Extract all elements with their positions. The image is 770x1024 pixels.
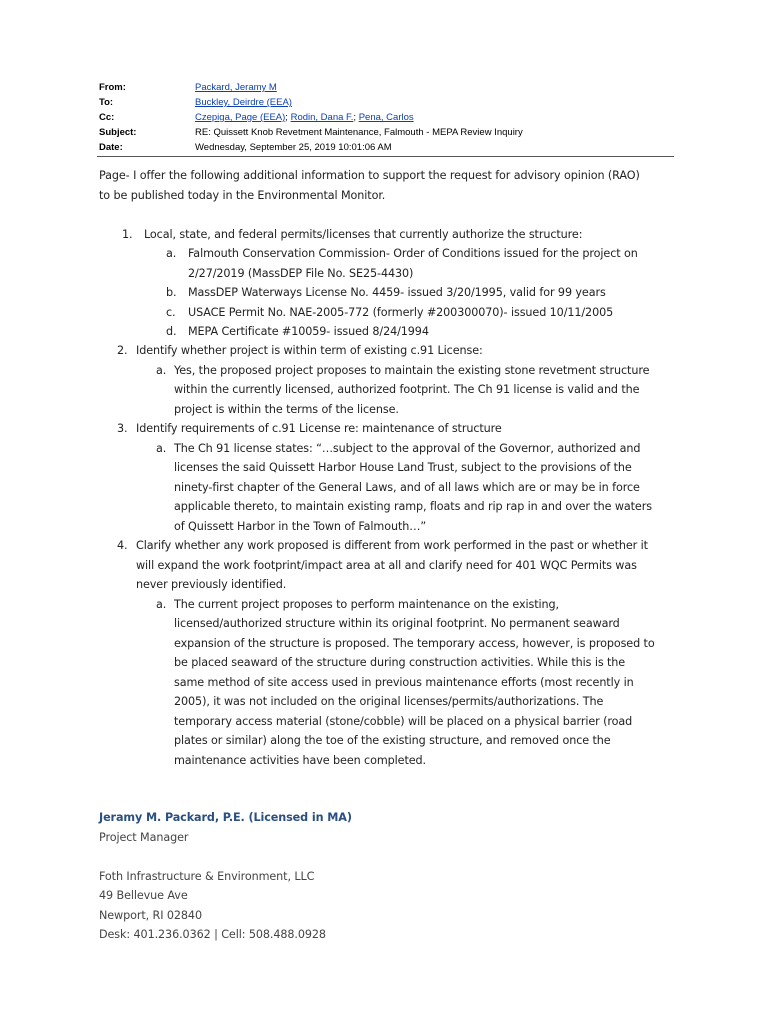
list-number: 3. bbox=[117, 422, 128, 435]
cc-row bbox=[99, 110, 675, 125]
list-item-text: 2/27/2019 (MassDEP File No. SE25-4430) bbox=[188, 266, 414, 280]
list-letter: a. bbox=[156, 363, 167, 377]
list-item-text: applicable thereto, to maintain existing ramp, floats and rip rap in and over the waters bbox=[174, 500, 652, 513]
from-link[interactable]: Packard, Jeramy M bbox=[195, 82, 277, 93]
email-header bbox=[99, 80, 675, 155]
cc-label: Cc: bbox=[99, 112, 115, 123]
list-item-text: will expand the work footprint/impact area at all and clarify need for 401 WQC Permits was bbox=[136, 558, 637, 572]
list-item-text: project is within the terms of the license. bbox=[174, 402, 399, 416]
subject-row bbox=[99, 125, 675, 140]
cc-separator: ; bbox=[285, 112, 291, 123]
cc-link-czepiga[interactable]: Czepiga, Page (EEA) bbox=[195, 112, 286, 123]
header-divider bbox=[97, 156, 674, 157]
intro-line: to be published today in the Environmental Monitor. bbox=[99, 188, 386, 202]
list-letter: a. bbox=[156, 441, 167, 455]
list-item-text: temporary access material (stone/cobble) will be placed on a physical barrier (road bbox=[174, 714, 633, 728]
to-link[interactable]: Buckley, Deirdre (EEA) bbox=[195, 97, 292, 108]
signature-name: Jeramy M. Packard, P.E. (Licensed in MA) bbox=[99, 811, 352, 824]
list-item-text: MassDEP Waterways License No. 4459- issued 3/20/1995, valid for 99 years bbox=[188, 286, 606, 299]
list-item-text: plates or similar) along the toe of the existing structure, and removed once the bbox=[174, 734, 611, 747]
list-item-text: MEPA Certificate #10059- issued 8/24/1994 bbox=[188, 325, 429, 338]
list-item-text: within the currently licensed, authorized footprint. The Ch 91 license is valid and the bbox=[174, 383, 640, 396]
list-number: 4. bbox=[117, 539, 128, 552]
list-letter: d. bbox=[166, 325, 177, 338]
signature-phone: Desk: 401.236.0362 | Cell: 508.488.0928 bbox=[99, 928, 326, 941]
date-value: Wednesday, September 25, 2019 10:01:06 AM bbox=[195, 142, 392, 153]
list-item-text: USACE Permit No. NAE-2005-772 (formerly #200300070)- issued 10/11/2005 bbox=[188, 305, 614, 319]
list-letter: c. bbox=[166, 305, 176, 319]
list-item-text: licenses the said Quissett Harbor House Land Trust, subject to the provisions of the bbox=[174, 461, 632, 474]
list-item-text: same method of site access used in previous maintenance efforts (most recently in bbox=[174, 675, 634, 689]
signature-city: Newport, RI 02840 bbox=[99, 908, 202, 922]
list-item-text: Falmouth Conservation Commission- Order of Conditions issued for the project on bbox=[188, 247, 638, 260]
subject-value: RE: Quissett Knob Revetment Maintenance, Falmouth - MEPA Review Inquiry bbox=[195, 127, 523, 138]
signature-title: Project Manager bbox=[99, 830, 189, 844]
list-item-text: The Ch 91 license states: “…subject to the approval of the Governor, authorized and bbox=[174, 441, 641, 455]
list-letter: b. bbox=[166, 286, 177, 299]
cc-separator: ; bbox=[353, 112, 359, 123]
from-label: From: bbox=[99, 82, 126, 93]
list-item-text: Clarify whether any work proposed is different from work performed in the past or whether it bbox=[136, 539, 648, 552]
signature-street: 49 Bellevue Ave bbox=[99, 889, 188, 902]
subject-label: Subject: bbox=[99, 127, 137, 138]
date-row bbox=[99, 140, 675, 155]
cc-link-rodin[interactable]: Rodin, Dana F. bbox=[290, 112, 354, 123]
list-item-text: Identify whether project is within term of existing c.91 License: bbox=[136, 344, 483, 357]
list-number: 1. bbox=[122, 227, 133, 241]
list-item-text: licensed/authorized structure within its original footprint. No permanent seaward bbox=[174, 617, 620, 630]
cc-link-pena[interactable]: Pena, Carlos bbox=[358, 112, 414, 123]
list-item-text: Identify requirements of c.91 License re: maintenance of structure bbox=[136, 422, 502, 435]
list-letter: a. bbox=[156, 597, 167, 611]
from-row bbox=[99, 80, 675, 95]
list-item-text: Yes, the proposed project proposes to maintain the existing stone revetment structure bbox=[174, 363, 650, 377]
list-item-text: ninety-first chapter of the General Laws, and of all laws which are or may be in force bbox=[174, 480, 640, 494]
list-item-text: be placed seaward of the structure during construction activities. While this is the bbox=[174, 656, 626, 669]
to-label: To: bbox=[99, 97, 114, 108]
date-label: Date: bbox=[99, 142, 123, 153]
list-letter: a. bbox=[166, 247, 177, 260]
list-number: 2. bbox=[117, 344, 128, 357]
to-row bbox=[99, 95, 675, 110]
list-item-text: The current project proposes to perform maintenance on the existing, bbox=[174, 597, 559, 611]
list-item-text: Local, state, and federal permits/licenses that currently authorize the structure: bbox=[144, 227, 583, 241]
list-item-text: expansion of the structure is proposed. The temporary access, however, is proposed to bbox=[174, 636, 655, 650]
intro-line: Page- I offer the following additional information to support the request for advisory opinion (RAO) bbox=[99, 169, 640, 182]
list-item-text: of Quissett Harbor in the Town of Falmouth…” bbox=[174, 519, 427, 533]
list-item-text: maintenance activities have been completed. bbox=[174, 753, 426, 767]
signature-company: Foth Infrastructure & Environment, LLC bbox=[99, 869, 315, 883]
list-item-text: 2005), it was not included on the original licenses/permits/authorizations. The bbox=[174, 695, 604, 708]
list-item-text: never previously identified. bbox=[136, 578, 287, 591]
